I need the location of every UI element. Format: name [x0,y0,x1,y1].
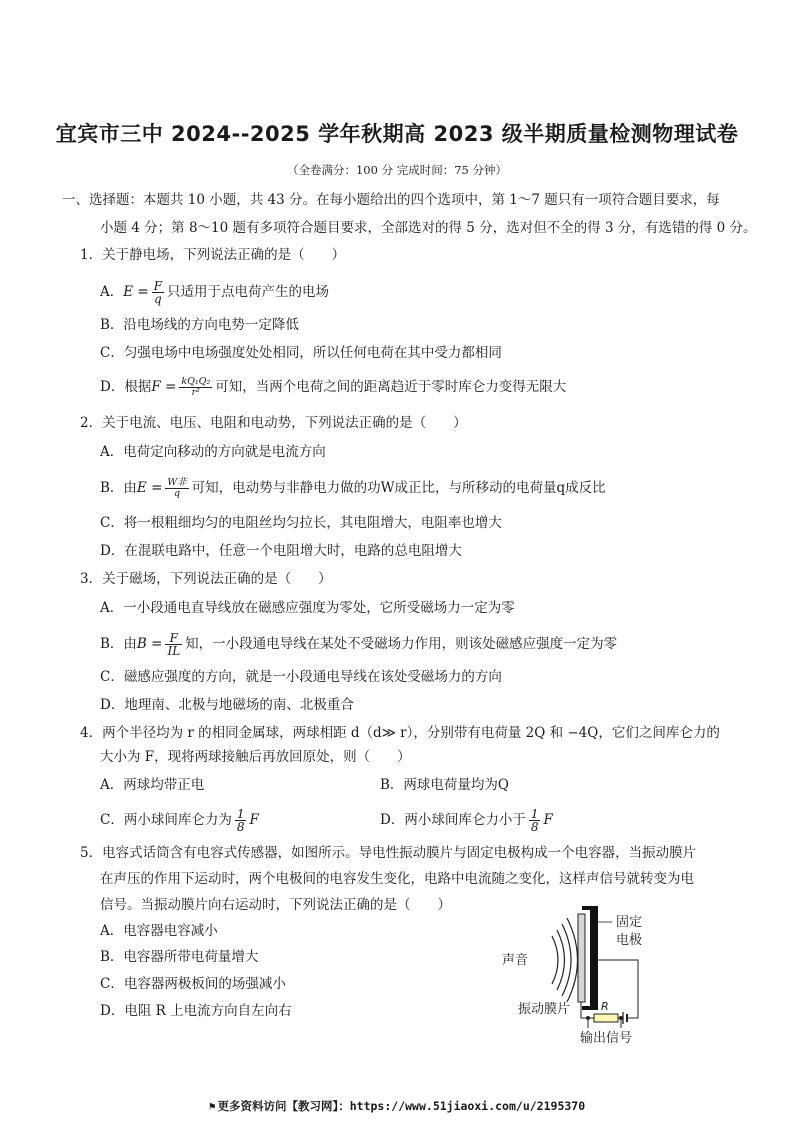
question-1-option-d [100,376,566,398]
membrane-label: 振动膜片 [518,1002,571,1017]
numerator: F [153,279,163,293]
instructions-line-2: 小题 4 分；第 8～10 题有多项符合题目要求，全部选对的得 5 分，选对但不全的得 3 分，有选错的得 0 分。 [100,220,757,236]
question-4-option-d [380,808,553,833]
question-2-option-b [100,477,606,499]
resistor [594,1014,618,1022]
question-5-stem-line-3: 信号。当振动膜片向右运动时，下列说法正确的是（ ） [100,897,451,913]
numerator: kQ₁Q₂ [181,376,211,387]
option-label: B．由 [100,480,137,496]
question-4-stem-line-2: 大小为 F，现将两球接触后再放回原处，则（ ） [100,749,411,765]
footer-link[interactable] [0,1098,794,1114]
option-label: D．根据 [100,379,152,395]
question-3-option-a: A．一小段通电直导线放在磁感应强度为零处，它所受磁场力一定为零 [100,600,515,616]
resistor-label: R [601,1000,609,1013]
fraction [152,280,164,305]
question-5-option-a: A．电容器电容减小 [100,923,218,939]
section-instructions [62,186,762,242]
fraction [165,478,188,499]
denominator: 8 [530,820,539,834]
denominator: 8 [236,820,245,834]
fraction [165,632,182,657]
question-5-stem-line-1: 5．电容式话筒含有电容式传感器，如图所示。导电性振动膜片与固定电极构成一个电容器，当振动膜片 [80,845,697,861]
fixed-electrode-label-1: 固定 [616,915,643,930]
option-text: D．两小球间库仑力小于 [380,812,526,828]
electrode-cap-bottom [582,1006,598,1010]
question-3-option-d: D．地理南、北极与地磁场的南、北极重合 [100,697,354,713]
option-text: C．两小球间库仑力为 [100,812,232,828]
formula: E = [136,480,163,496]
numerator: F [165,632,182,645]
question-5-stem-line-2: 在声压的作用下运动时，两个电极间的电容发生变化，电路中电流随之变化，这样声信号就转变为电 [100,871,694,887]
sound-label: 声音 [502,953,529,968]
page-title: 宜宾市三中 2024--2025 学年秋期高 2023 级半期质量检测物理试卷 [55,122,739,146]
question-2-stem: 2．关于电流、电压、电阻和电动势，下列说法正确的是（ ） [80,415,467,431]
variable: F [543,812,553,828]
flag-icon: ⚑ [208,1100,216,1113]
question-2-option-c: C．将一根粗细均匀的电阻丝均匀拉长，其电阻增大，电阻率也增大 [100,515,502,531]
question-5-option-c: C．电容器两极板间的场强减小 [100,976,286,992]
question-3-stem: 3．关于磁场，下列说法正确的是（ ） [80,571,332,587]
question-1-stem: 1．关于静电场，下列说法正确的是（ ） [80,247,346,263]
question-3-option-c: C．磁感应强度的方向，就是一小段通电导线在该处受磁场力的方向 [100,669,502,685]
electrode-cap-top [582,906,598,910]
fraction [179,377,212,398]
vibrating-membrane [578,914,585,1002]
question-4-stem-line-1: 4．两个半径均为 r 的相同金属球，两球相距 d（d≫ r），分别带有电荷量 2Q 和 −4Q，它们之间库仑力的 [80,725,720,741]
numerator: W非 [167,477,187,488]
denominator: IL [167,644,181,658]
denominator: q [154,292,162,306]
question-1-option-a [100,280,329,305]
exam-info: （全卷满分：100 分 完成时间：75 分钟） [286,163,508,177]
option-text: 可知，电动势与非静电力做的功W成正比，与所移动的电荷量q成反比 [191,480,606,496]
fixed-electrode-label-2: 电极 [616,933,643,948]
denominator: q [173,488,181,499]
condenser-microphone-figure [490,900,690,1052]
denominator: r² [191,387,200,398]
question-4-option-a: A．两球均带正电 [100,777,205,793]
option-text: 只适用于点电荷产生的电场 [167,284,330,300]
question-5-option-b: B．电容器所带电荷量增大 [100,949,259,965]
option-label: B．由 [100,636,137,652]
fraction [235,808,247,833]
question-1-option-b: B．沿电场线的方向电势一定降低 [100,317,299,333]
output-signal-label: 输出信号 [580,1031,633,1046]
question-2-option-d: D．在混联电路中，任意一个电阻增大时，电路的总电阻增大 [100,543,462,559]
footer-text: 更多资料访问【教习网】：https://www.51jiaoxi.com/u/2195370 [217,1099,586,1113]
variable: F [249,812,259,828]
question-3-option-b [100,632,617,657]
formula: E = [123,284,149,300]
question-5-option-d: D．电阻 R 上电流方向自左向右 [100,1003,292,1019]
question-4-option-b: B．两球电荷量均为Q [380,777,509,793]
fraction [529,808,541,833]
option-text: 可知，当两个电荷之间的距离趋近于零时库仑力变得无限大 [215,379,567,395]
formula: B = [136,636,163,652]
option-label: A． [100,284,124,300]
question-4-option-c [100,808,259,833]
sound-wave-icon [552,918,578,1002]
question-2-option-a: A．电荷定向移动的方向就是电流方向 [100,444,326,460]
numerator: 1 [236,807,245,821]
fixed-electrode [590,908,598,1010]
option-text: 知，一小段通电导线在某处不受磁场力作用，则该处磁感应强度一定为零 [185,636,618,652]
numerator: 1 [530,807,539,821]
question-1-option-c: C．匀强电场中电场强度处处相同，所以任何电荷在其中受力都相同 [100,345,502,361]
formula: F = [151,379,177,395]
instructions-line-1: 一、选择题：本题共 10 小题，共 43 分。在每小题给出的四个选项中，第 1～7 题只有一项符合题目要求，每 [62,192,720,208]
